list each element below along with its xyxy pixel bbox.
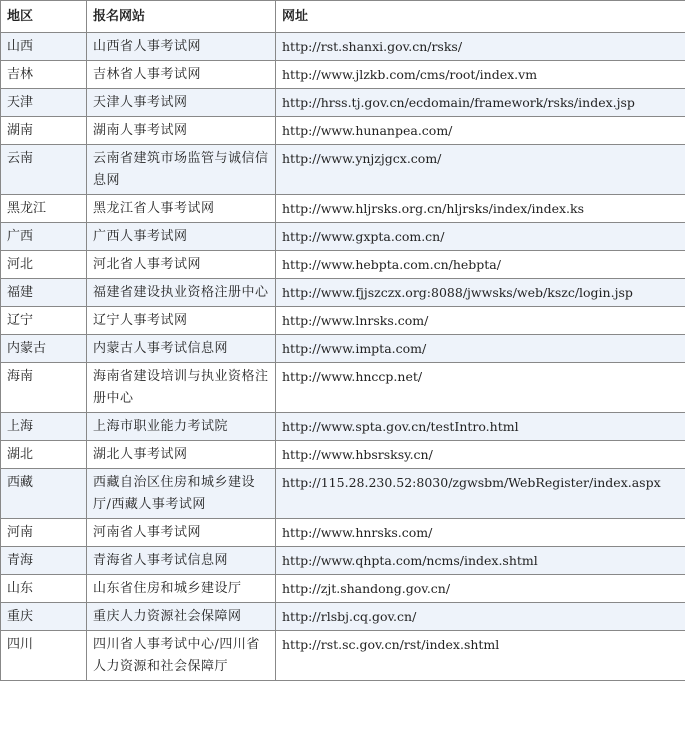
table-row [1,575,685,603]
region-cell: 海南 [1,363,87,413]
table-row [1,519,685,547]
region-cell: 山东 [1,575,87,603]
site-name-cell: 山西省人事考试网 [87,33,276,61]
table-row [1,469,685,519]
table-row [1,631,685,681]
url-link[interactable]: http://www.spta.gov.cn/testIntro.html [276,413,685,441]
url-link[interactable]: http://www.hebpta.com.cn/hebpta/ [276,251,685,279]
table-row [1,279,685,307]
table-row [1,335,685,363]
url-link[interactable]: http://www.hunanpea.com/ [276,117,685,145]
region-cell: 内蒙古 [1,335,87,363]
site-name-cell: 云南省建筑市场监管与诚信信息网 [87,145,276,195]
table-row [1,603,685,631]
region-cell: 黑龙江 [1,195,87,223]
table-row [1,61,685,89]
url-link[interactable]: http://www.hnccp.net/ [276,363,685,413]
region-cell: 吉林 [1,61,87,89]
table-header-row [1,1,685,33]
url-link[interactable]: http://rst.shanxi.gov.cn/rsks/ [276,33,685,61]
site-name-cell: 重庆人力资源社会保障网 [87,603,276,631]
site-name-cell: 河南省人事考试网 [87,519,276,547]
site-name-cell: 上海市职业能力考试院 [87,413,276,441]
site-name-cell: 山东省住房和城乡建设厅 [87,575,276,603]
table-row [1,33,685,61]
region-cell: 重庆 [1,603,87,631]
site-name-cell: 天津人事考试网 [87,89,276,117]
site-name-cell: 内蒙古人事考试信息网 [87,335,276,363]
site-name-cell: 海南省建设培训与执业资格注册中心 [87,363,276,413]
site-name-cell: 黑龙江省人事考试网 [87,195,276,223]
region-cell: 山西 [1,33,87,61]
site-name-cell: 辽宁人事考试网 [87,307,276,335]
table-row [1,547,685,575]
url-link[interactable]: http://www.hljrsks.org.cn/hljrsks/index/index.ks [276,195,685,223]
url-link[interactable]: http://zjt.shandong.gov.cn/ [276,575,685,603]
url-link[interactable]: http://www.jlzkb.com/cms/root/index.vm [276,61,685,89]
site-name-cell: 吉林省人事考试网 [87,61,276,89]
region-cell: 西藏 [1,469,87,519]
region-cell: 四川 [1,631,87,681]
url-link[interactable]: http://www.hbsrsksy.cn/ [276,441,685,469]
url-link[interactable]: http://rst.sc.gov.cn/rst/index.shtml [276,631,685,681]
region-cell: 广西 [1,223,87,251]
region-cell: 天津 [1,89,87,117]
url-link[interactable]: http://www.hnrsks.com/ [276,519,685,547]
url-link[interactable]: http://www.lnrsks.com/ [276,307,685,335]
table-body [1,33,685,681]
site-name-cell: 四川省人事考试中心/四川省人力资源和社会保障厅 [87,631,276,681]
url-link[interactable]: http://rlsbj.cq.gov.cn/ [276,603,685,631]
region-cell: 青海 [1,547,87,575]
site-name-cell: 湖北人事考试网 [87,441,276,469]
region-cell: 湖南 [1,117,87,145]
table-row [1,117,685,145]
site-name-cell: 西藏自治区住房和城乡建设厅/西藏人事考试网 [87,469,276,519]
url-link[interactable]: http://hrss.tj.gov.cn/ecdomain/framework/rsks/index.jsp [276,89,685,117]
region-cell: 上海 [1,413,87,441]
table-row [1,413,685,441]
table-row [1,145,685,195]
site-name-cell: 福建省建设执业资格注册中心 [87,279,276,307]
table-row [1,441,685,469]
header-url: 网址 [276,1,685,33]
region-cell: 福建 [1,279,87,307]
url-link[interactable]: http://www.impta.com/ [276,335,685,363]
url-link[interactable]: http://www.ynjzjgcx.com/ [276,145,685,195]
region-cell: 河南 [1,519,87,547]
url-link[interactable]: http://www.fjjszczx.org:8088/jwwsks/web/kszc/login.jsp [276,279,685,307]
site-name-cell: 广西人事考试网 [87,223,276,251]
url-link[interactable]: http://www.qhpta.com/ncms/index.shtml [276,547,685,575]
url-link[interactable]: http://115.28.230.52:8030/zgwsbm/WebRegister/index.aspx [276,469,685,519]
site-name-cell: 青海省人事考试信息网 [87,547,276,575]
table-row [1,251,685,279]
site-name-cell: 河北省人事考试网 [87,251,276,279]
region-cell: 河北 [1,251,87,279]
region-cell: 辽宁 [1,307,87,335]
table-row [1,195,685,223]
header-site: 报名网站 [87,1,276,33]
table-row [1,89,685,117]
region-cell: 湖北 [1,441,87,469]
url-link[interactable]: http://www.gxpta.com.cn/ [276,223,685,251]
table-row [1,363,685,413]
header-region: 地区 [1,1,87,33]
site-name-cell: 湖南人事考试网 [87,117,276,145]
table-row [1,223,685,251]
table-row [1,307,685,335]
region-cell: 云南 [1,145,87,195]
